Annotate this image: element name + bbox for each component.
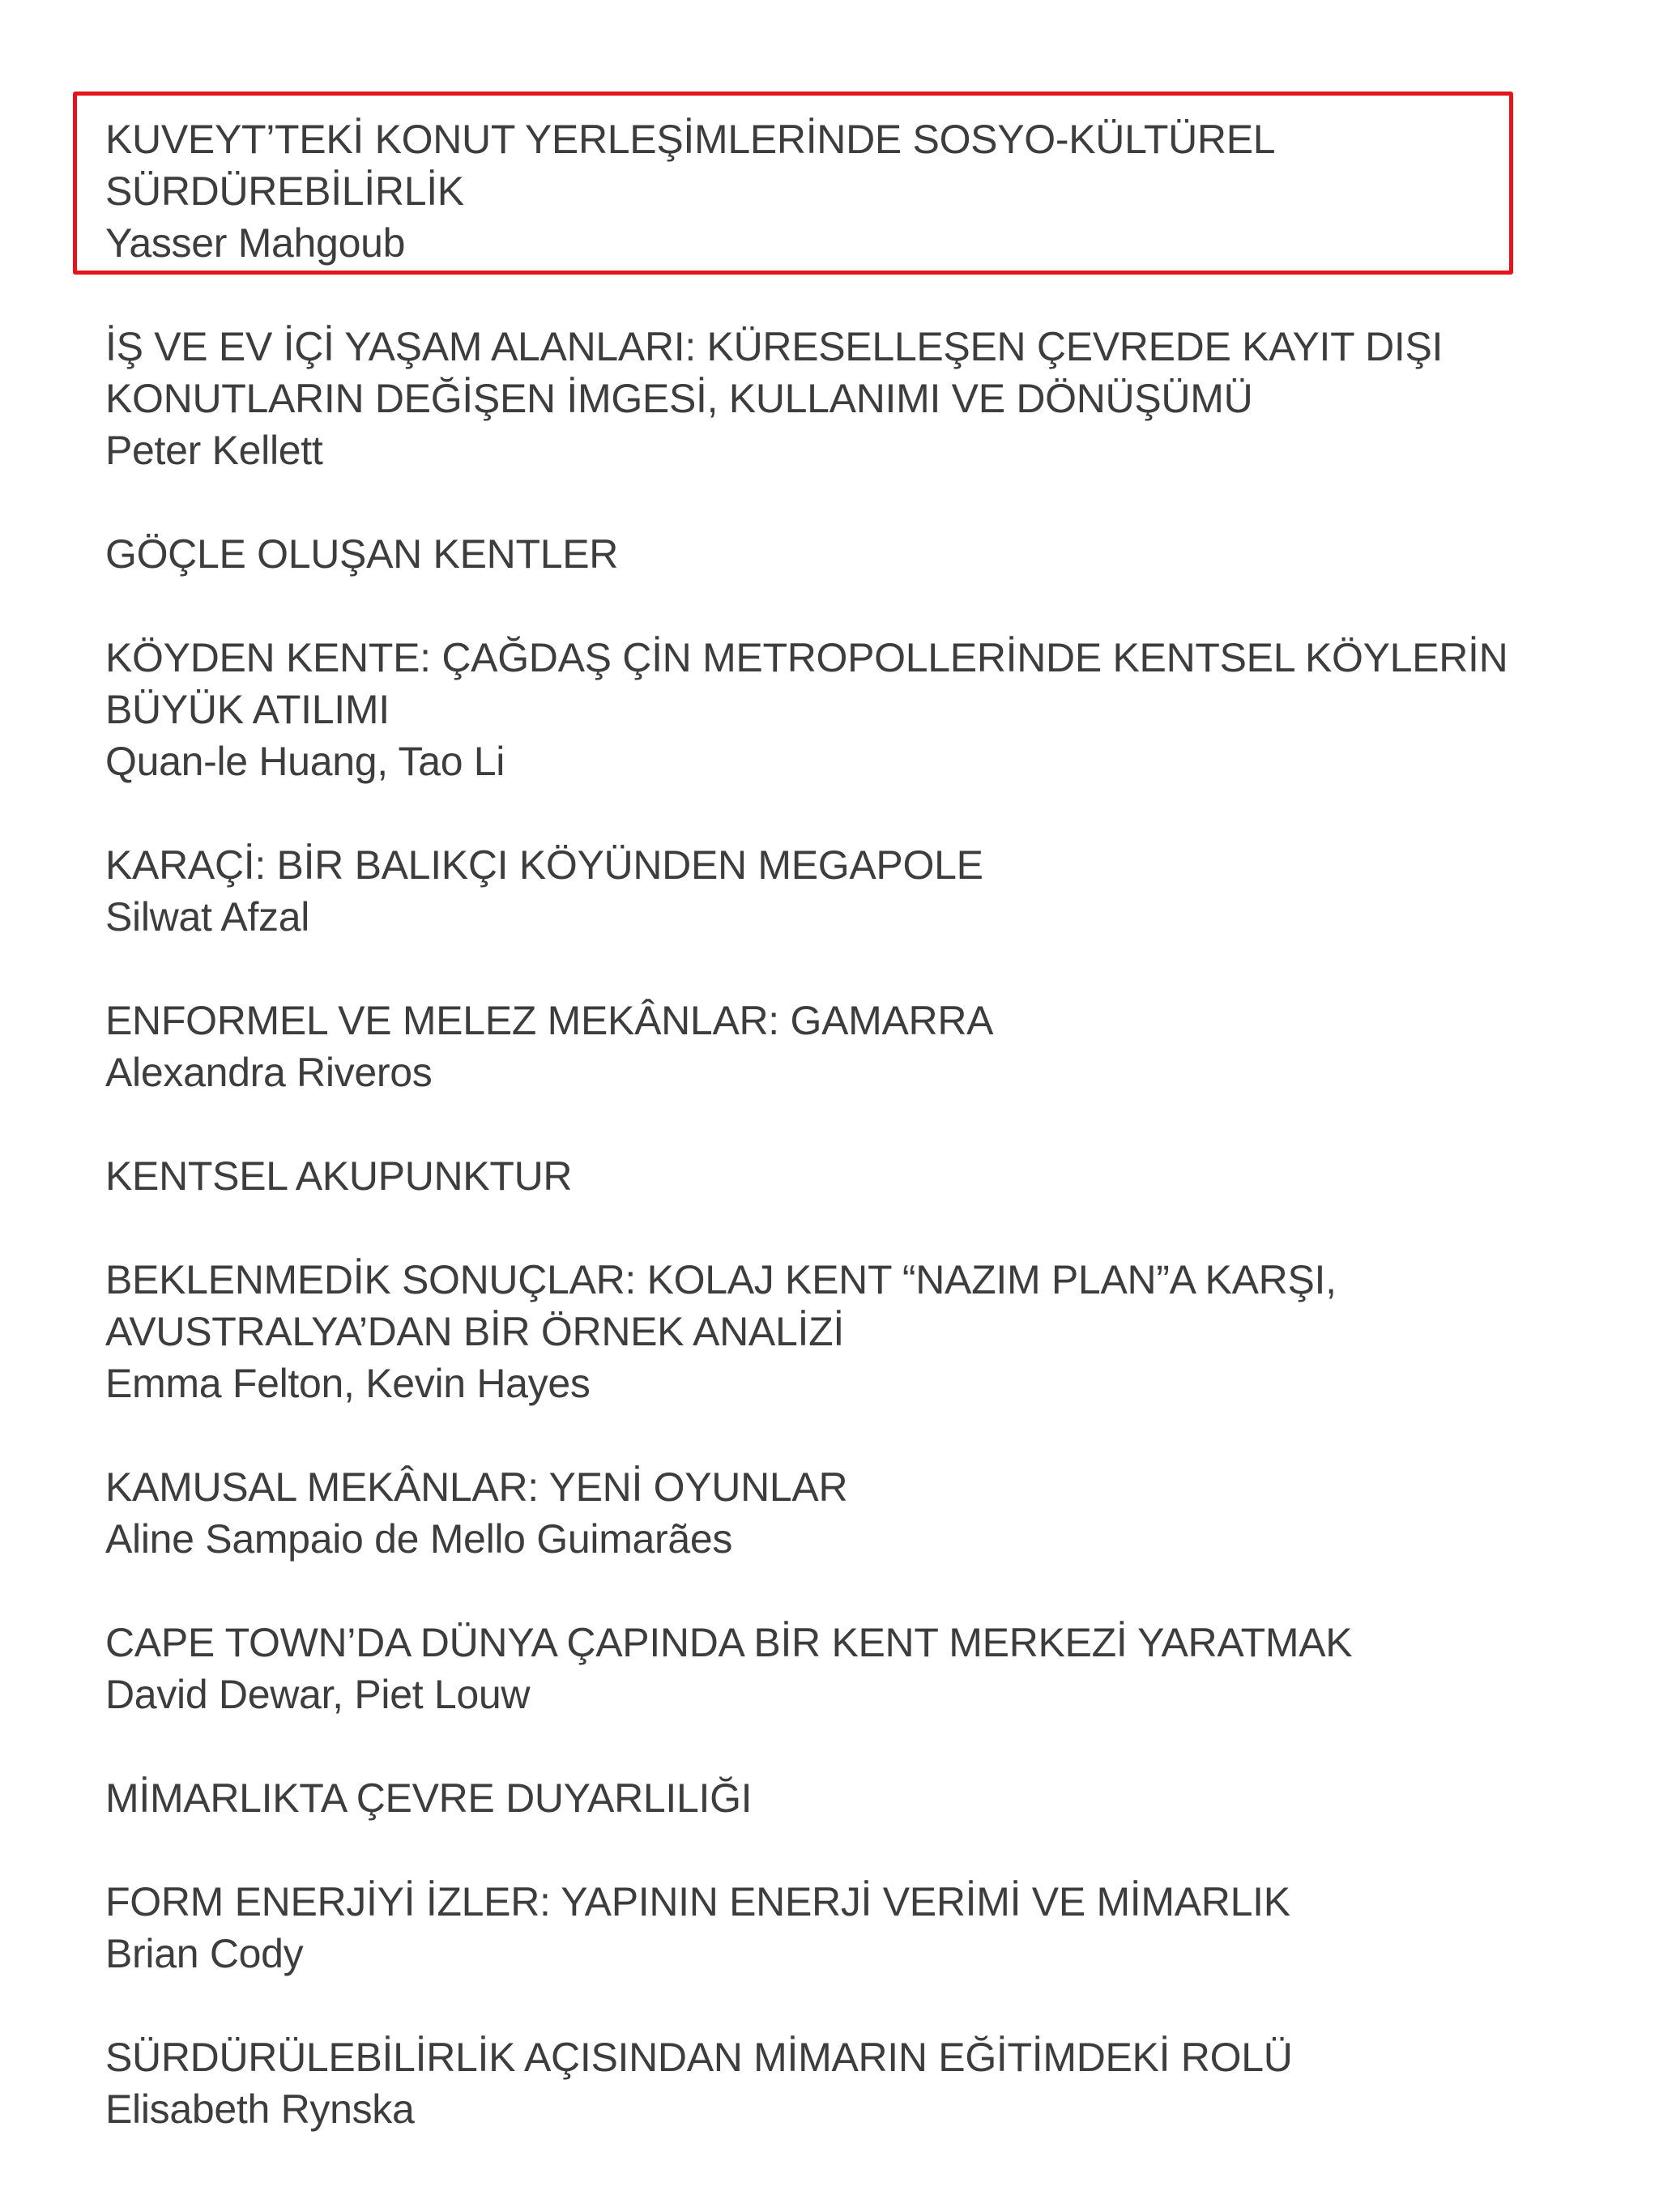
entry-title: SÜRDÜREBİLİRLİK <box>105 168 464 214</box>
toc-entry <box>105 995 1531 1098</box>
entry-title: KUVEYT’TEKİ KONUT YERLEŞİMLERİNDE SOSYO-KÜLTÜREL <box>105 117 1276 162</box>
entry-authors: Brian Cody <box>105 1931 304 1976</box>
entry-title: BEKLENMEDİK SONUÇLAR: KOLAJ KENT “NAZIM PLAN”A KARŞI, <box>105 1257 1337 1302</box>
entry-authors: Alexandra Riveros <box>105 1050 433 1095</box>
entry-title: AVUSTRALYA’DAN BİR ÖRNEK ANALİZİ <box>105 1309 844 1354</box>
entry-authors: Yasser Mahgoub <box>105 220 406 266</box>
toc-entry <box>105 1254 1531 1409</box>
entry-title: SÜRDÜRÜLEBİLİRLİK AÇISINDAN MİMARIN EĞİTİMDEKİ ROLÜ <box>105 2035 1293 2080</box>
entry-authors: David Dewar, Piet Louw <box>105 1672 531 1717</box>
toc-section-heading <box>105 1150 1531 1202</box>
entry-authors: Peter Kellett <box>105 428 323 473</box>
entry-title: KARAÇİ: BİR BALIKÇI KÖYÜNDEN MEGAPOLE <box>105 842 983 888</box>
entry-authors: Elisabeth Rynska <box>105 2086 415 2132</box>
entry-title: KENTSEL AKUPUNKTUR <box>105 1153 573 1199</box>
toc-entry <box>105 321 1531 476</box>
toc-section-heading <box>105 528 1531 580</box>
entry-title: KAMUSAL MEKÂNLAR: YENİ OYUNLAR <box>105 1464 848 1510</box>
entry-title: CAPE TOWN’DA DÜNYA ÇAPINDA BİR KENT MERKEZİ YARATMAK <box>105 1620 1353 1665</box>
entry-title: ENFORMEL VE MELEZ MEKÂNLAR: GAMARRA <box>105 998 994 1043</box>
entry-authors: Emma Felton, Kevin Hayes <box>105 1361 591 1406</box>
toc-entry <box>105 1617 1531 1720</box>
entry-title: BÜYÜK ATILIMI <box>105 687 390 732</box>
toc-entry <box>105 1876 1531 1980</box>
toc-entry <box>105 1461 1531 1565</box>
entry-authors: Aline Sampaio de Mello Guimarães <box>105 1516 733 1562</box>
entry-title: İŞ VE EV İÇİ YAŞAM ALANLARI: KÜRESELLEŞEN ÇEVREDE KAYIT DIŞI <box>105 324 1444 369</box>
entry-title: MİMARLIKTA ÇEVRE DUYARLILIĞI <box>105 1775 753 1821</box>
entry-authors: Quan-le Huang, Tao Li <box>105 739 505 784</box>
entry-title: FORM ENERJİYİ İZLER: YAPININ ENERJİ VERİMİ VE MİMARLIK <box>105 1879 1290 1924</box>
entry-title: GÖÇLE OLUŞAN KENTLER <box>105 531 619 577</box>
toc-section-heading <box>105 1772 1531 1824</box>
toc-entry <box>105 839 1531 943</box>
entry-authors: Silwat Afzal <box>105 894 310 940</box>
toc-entry <box>105 2031 1531 2135</box>
toc-entry <box>105 113 1531 269</box>
entry-title: KÖYDEN KENTE: ÇAĞDAŞ ÇİN METROPOLLERİNDE KENTSEL KÖYLERİN <box>105 635 1508 680</box>
entry-title: KONUTLARIN DEĞİŞEN İMGESİ, KULLANIMI VE DÖNÜŞÜMÜ <box>105 376 1253 421</box>
toc-entry <box>105 632 1531 787</box>
